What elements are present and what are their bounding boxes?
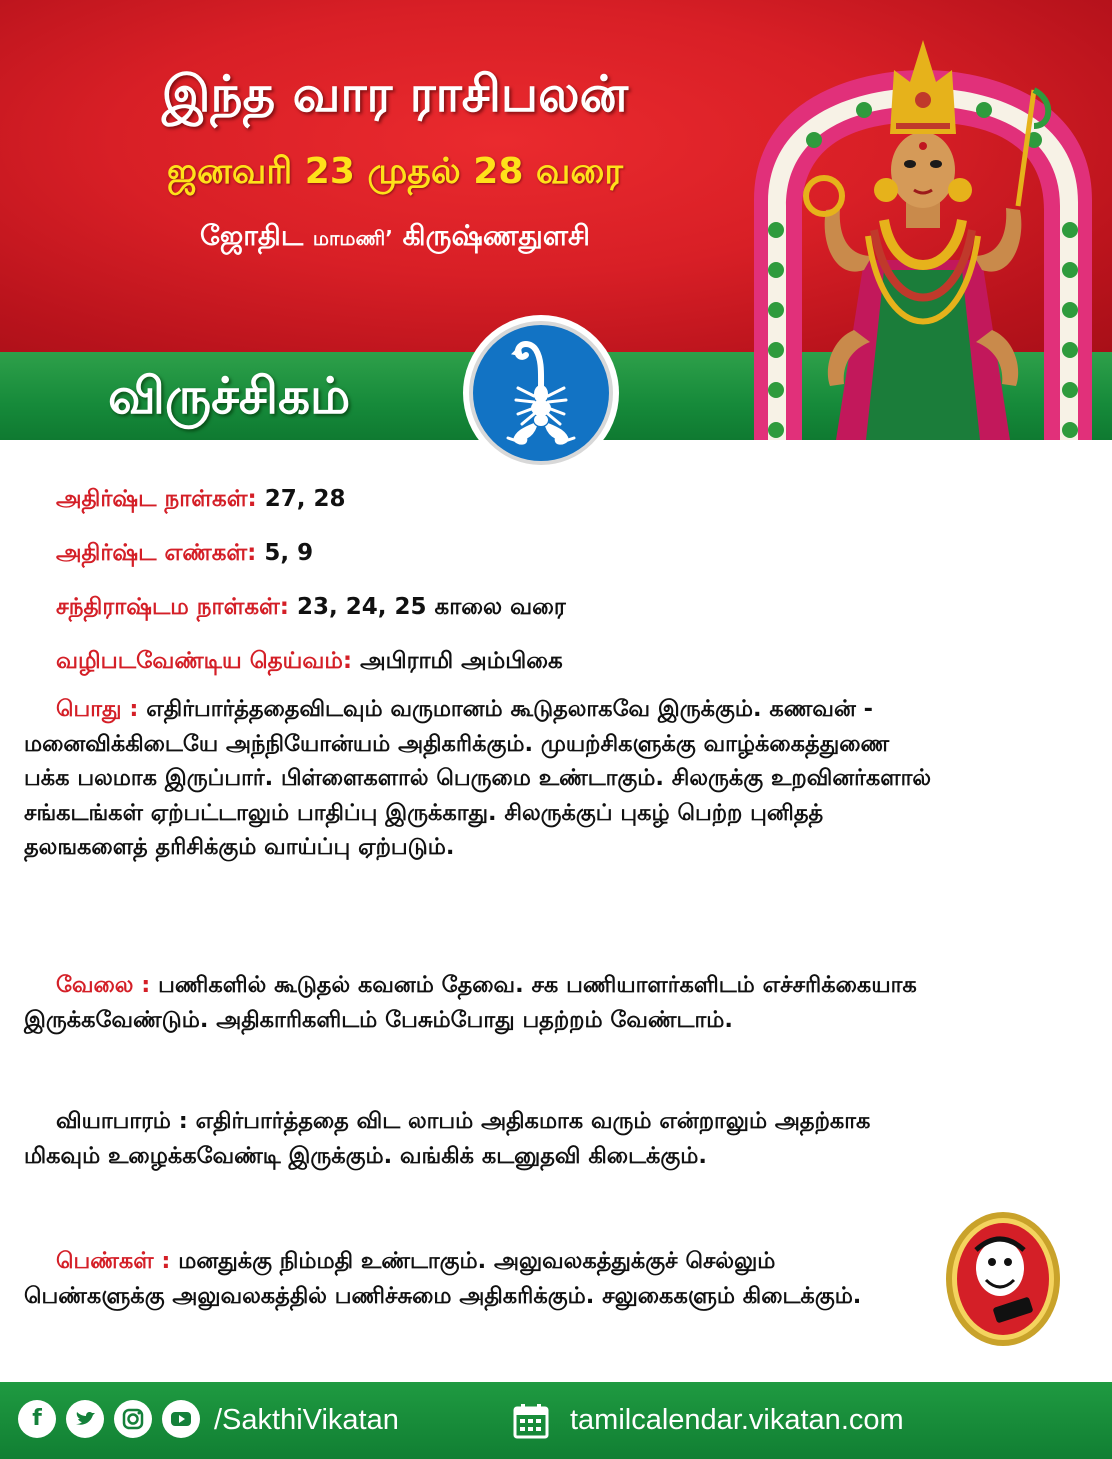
lucky-numbers-value: 5, 9 (264, 540, 314, 566)
general-section (24, 692, 934, 865)
business-label: வியாபாரம் : (56, 1108, 188, 1134)
footer-bar (0, 1382, 1112, 1459)
chandrashtama-value: 23, 24, 25 காலை வரை (297, 594, 566, 620)
social-handle[interactable]: /SakthiVikatan (214, 1404, 399, 1436)
author-line (0, 218, 790, 256)
women-label: பெண்கள் : (56, 1248, 171, 1274)
lucky-numbers-label: அதிர்ஷ்ட எண்கள்: (56, 540, 257, 566)
women-section (24, 1244, 904, 1313)
author-title: மாமணி’ (312, 226, 393, 250)
facebook-icon[interactable]: f (18, 1400, 56, 1438)
worship-deity (56, 646, 563, 676)
worship-deity-label: வழிபடவேண்டிய தெய்வம்: (56, 648, 353, 674)
calendar-icon (512, 1402, 550, 1440)
scorpion-icon (462, 314, 620, 472)
work-text: பணிகளில் கூடுதல் கவனம் தேவை. சக பணியாளர்களிடம் எச்சரிக்கையாக இருக்கவேண்டும். அதிகாரிகளிடம் பேசும்போது பதற்றம் வேண்டாம். (24, 972, 917, 1033)
chandrashtama-days (56, 592, 566, 622)
lucky-numbers (56, 538, 313, 568)
work-label: வேலை : (56, 972, 151, 998)
zodiac-sign-name: விருச்சிகம் (108, 367, 351, 425)
worship-deity-value: அபிராமி அம்பிகை (360, 648, 563, 674)
lucky-days-value: 27, 28 (264, 486, 346, 512)
website-link[interactable]: tamilcalendar.vikatan.com (570, 1404, 904, 1436)
business-section (24, 1104, 934, 1173)
youtube-icon[interactable] (162, 1400, 200, 1438)
work-section (24, 968, 934, 1037)
page-title: இந்த வார ராசிபலன் (161, 65, 629, 123)
author-name: கிருஷ்ணதுளசி (402, 219, 590, 252)
date-range: ஜனவரி 23 முதல் 28 வரை (166, 151, 624, 192)
author-prefix: ஜோதிட (200, 219, 304, 252)
general-label: பொது : (56, 696, 139, 722)
chandrashtama-label: சந்திராஷ்டம நாள்கள்: (56, 594, 289, 620)
twitter-icon[interactable] (66, 1400, 104, 1438)
deity-illustration (734, 30, 1112, 440)
vikatan-mascot-logo (944, 1210, 1062, 1348)
women-text: மனதுக்கு நிம்மதி உண்டாகும். அலுவலகத்துக்குச் செல்லும் பெண்களுக்கு அலுவலகத்தில் பணிச்சுமை அதிகரிக்கும். சலுகைகளும் கிடைக்கும். (24, 1248, 862, 1309)
lucky-days (56, 484, 345, 514)
lucky-days-label: அதிர்ஷ்ட நாள்கள்: (56, 486, 257, 512)
instagram-icon[interactable] (114, 1400, 152, 1438)
general-text: எதிர்பார்த்ததைவிடவும் வருமானம் கூடுதலாகவே இருக்கும். கணவன் - மனைவிக்கிடையே அந்நியோன்யம் அதிகரிக்கும். முயற்சிகளுக்கு வாழ்க்கைத்துணை பக்க பலமாக இருப்பார். பிள்ளைகளால் பெருமை உண்டாகும். சிலருக்கு உறவினர்களால் சங்கடங்கள் ஏற்பட்டாலும் பாதிப்பு இருக்காது. சிலருக்குப் புகழ் பெற்ற புனிதத் தலஙகளைத் தரிசிக்கும் வாய்ப்பு ஏற்படும். (24, 696, 932, 860)
business-text: எதிர்பார்த்ததை விட லாபம் அதிகமாக வரும் என்றாலும் அதற்காக மிகவும் உழைக்கவேண்டி இருக்கும். வங்கிக் கடனுதவி கிடைக்கும். (24, 1108, 871, 1169)
